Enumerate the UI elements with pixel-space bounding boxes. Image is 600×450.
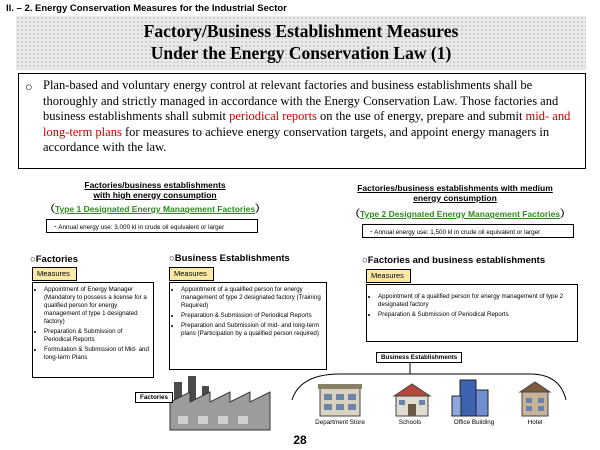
summary-text-part2: on the use of energy, prepare and submit bbox=[316, 109, 526, 123]
office-building-label: Office Building bbox=[453, 419, 495, 426]
factories-business-measures-list bbox=[366, 284, 578, 342]
factories-business-measures-tab: Measures bbox=[366, 269, 411, 283]
bullet-circle: ○ bbox=[25, 80, 33, 94]
factories-illustration-label: Factories bbox=[135, 392, 173, 403]
type1-paren-close: ） bbox=[255, 204, 266, 215]
summary-text bbox=[43, 78, 579, 156]
business-establishments-label: Business Establishments bbox=[376, 352, 462, 363]
type2-title-line1: Factories/business establishments with medium bbox=[357, 183, 553, 193]
type2-energy-use: ・Annual energy use: 1,500 kl in crude oil equivalent or larger bbox=[362, 224, 574, 238]
office-building-icon bbox=[452, 380, 488, 416]
factories-measures-tab: Measures bbox=[32, 267, 77, 281]
page-title-line1: Factory/Business Establishment Measures bbox=[143, 21, 459, 41]
type2-title-line2: energy consumption bbox=[413, 193, 497, 203]
schools-label: Schools bbox=[398, 419, 422, 426]
business-measures-tab: Measures bbox=[169, 267, 214, 281]
type2-designation bbox=[325, 205, 595, 220]
summary-text-part3: for measures to achieve energy conservation targets, and appoint energy managers in accordance with the law. bbox=[43, 124, 550, 154]
page-title-line2: Under the Energy Conservation Law (1) bbox=[150, 43, 452, 63]
business-label: ○Business Establishments bbox=[169, 253, 290, 264]
factories-label: ○Factories bbox=[30, 254, 78, 265]
title-banner bbox=[16, 16, 586, 70]
factory-icon bbox=[170, 376, 270, 430]
type1-paren-open: （ bbox=[44, 204, 55, 215]
periodical-reports-highlight: periodical reports bbox=[229, 109, 317, 123]
type2-title bbox=[340, 183, 570, 203]
section-header: II. – 2. Energy Conservation Measures for the Industrial Sector bbox=[6, 3, 287, 14]
list-item: • Preparation and Submission of mid- and long-term plans (Participation by a qualified person required) bbox=[181, 322, 322, 338]
type2-paren-close: ） bbox=[560, 209, 571, 220]
summary-box bbox=[18, 73, 586, 169]
hotel-icon bbox=[520, 382, 550, 416]
type1-title-line2: with high energy consumption bbox=[93, 190, 217, 200]
long-term-plans-highlight: mid- and long-term plans bbox=[43, 109, 571, 139]
factories-business-label: ○Factories and business establishments bbox=[362, 255, 546, 266]
list-item: • Preparation & Submission of Periodical Reports bbox=[378, 311, 573, 319]
list-item: • Appointment of Energy Manager (Mandatory to possess a license for a qualified person for energy management of type 1 designated factory) bbox=[44, 286, 149, 326]
list-item: • Appointment of a qualified person for energy management of type 2 designated factory (Training Required) bbox=[181, 286, 322, 310]
list-item: • Appointment of a qualified person for energy management of type 2 designated factory bbox=[378, 293, 573, 309]
type1-title bbox=[40, 180, 270, 200]
department-store-label: Department Store bbox=[315, 419, 365, 426]
page-number: 28 bbox=[293, 433, 307, 447]
list-item: • Preparation & Submission of Periodical Reports bbox=[44, 328, 149, 344]
list-item: • Preparation & Submission of Periodical Reports bbox=[181, 312, 322, 320]
summary-text-part1: Plan-based and voluntary energy control at relevant factories and business establishments shall be thoroughly and strictly managed in accordance with the Energy Conservation Law. Those factories and business establishments shall submit bbox=[43, 78, 559, 123]
department-store-icon bbox=[318, 384, 362, 416]
type1-designation-text: Type 1 Designated Energy Management Factories bbox=[54, 204, 256, 214]
illustration bbox=[0, 340, 600, 435]
type1-energy-use: ・Annual energy use: 3,000 kl in crude oil equivalent or larger bbox=[46, 219, 258, 233]
school-icon bbox=[394, 384, 430, 416]
list-item: • Formulation & Submission of Mid- and long-term Plans bbox=[44, 346, 149, 362]
type1-designation bbox=[30, 200, 280, 215]
type2-designation-text: Type 2 Designated Energy Management Factories bbox=[359, 209, 561, 219]
hotel-label: Hotel bbox=[527, 419, 543, 426]
type1-title-line1: Factories/business establishments bbox=[84, 180, 226, 190]
type2-paren-open: （ bbox=[349, 209, 360, 220]
